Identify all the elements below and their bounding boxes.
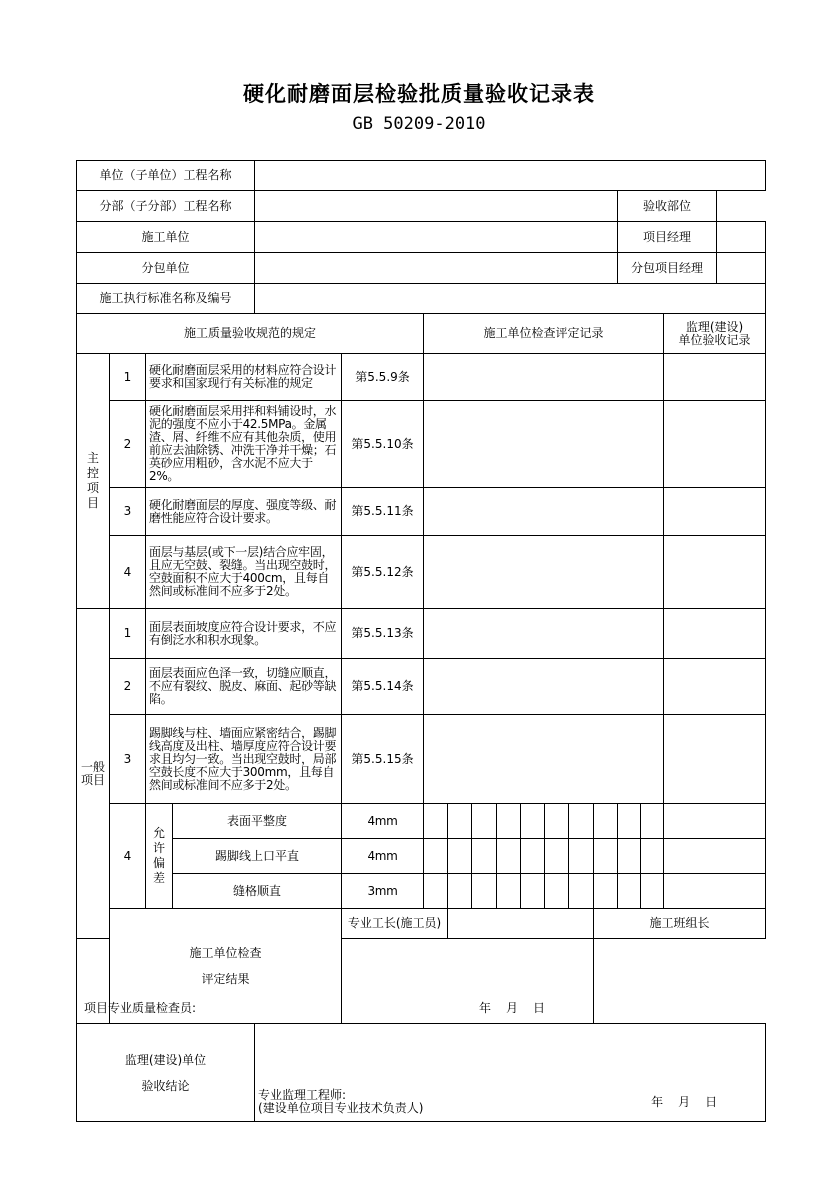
subcontractor-label: 分包单位 xyxy=(77,253,255,284)
construction-result-line1: 施工单位检查 xyxy=(189,946,262,960)
measure-cell[interactable] xyxy=(472,839,497,874)
measure-cell[interactable] xyxy=(472,874,497,909)
measure-cell[interactable] xyxy=(521,839,545,874)
date-month: 月 xyxy=(678,1095,691,1109)
measure-cell[interactable] xyxy=(569,839,594,874)
tolerance-item-value: 4mm xyxy=(342,839,424,874)
measure-cell[interactable] xyxy=(497,874,521,909)
sub-project-manager-label: 分包项目经理 xyxy=(618,253,717,283)
construction-result-line2: 评定结果 xyxy=(201,972,250,986)
standard-name-field[interactable] xyxy=(255,284,766,314)
date-month: 月 xyxy=(506,1001,519,1015)
main-items-char: 控 xyxy=(86,466,99,480)
measure-cell[interactable] xyxy=(545,804,569,839)
item-requirement: 硬化耐磨面层的厚度、强度等级、耐磨性能应符合设计要求。 xyxy=(146,488,342,536)
supervisor-record-cell[interactable] xyxy=(664,536,766,609)
subcontractor-field[interactable] xyxy=(255,253,618,284)
measure-cell[interactable] xyxy=(448,874,472,909)
date-year: 年 xyxy=(651,1095,664,1109)
project-name-field[interactable] xyxy=(255,161,766,191)
construction-unit-label: 施工单位 xyxy=(77,222,255,253)
item-number: 3 xyxy=(110,488,146,536)
measure-cell[interactable] xyxy=(594,804,618,839)
measure-cell[interactable] xyxy=(545,839,569,874)
supervisor-record-cell[interactable] xyxy=(664,488,766,536)
item-requirement: 踢脚线与柱、墙面应紧密结合，踢脚线高度及出柱、墙厚度应符合设计要求且均匀一致。当出现空鼓时，局部空鼓长度不应大于300mm，且每自然间或标准间不应多于2处。 xyxy=(146,715,342,804)
spec-column-header: 施工质量验收规范的规定 xyxy=(77,314,424,354)
acceptance-part-label: 验收部位 xyxy=(618,191,717,221)
standard-name-label: 施工执行标准名称及编号 xyxy=(77,284,255,314)
measure-cell[interactable] xyxy=(569,804,594,839)
team-leader-label: 施工班组长 xyxy=(594,909,766,939)
measure-cell[interactable] xyxy=(521,804,545,839)
item-number: 2 xyxy=(110,401,146,488)
supervisor-record-cell[interactable] xyxy=(664,874,766,909)
acceptance-record-table xyxy=(76,160,766,1122)
tolerance-char: 允 xyxy=(152,826,165,840)
supervisor-record-cell[interactable] xyxy=(664,715,766,804)
measure-cell[interactable] xyxy=(497,839,521,874)
measure-cell[interactable] xyxy=(618,839,641,874)
measure-cell[interactable] xyxy=(448,839,472,874)
main-items-label xyxy=(77,354,110,609)
measure-cell[interactable] xyxy=(545,874,569,909)
supervision-line2: 验收结论 xyxy=(141,1078,190,1093)
item-clause: 第5.5.11条 xyxy=(342,488,424,536)
item-number: 4 xyxy=(110,536,146,609)
project-name-label: 单位（子单位）工程名称 xyxy=(77,161,255,191)
check-record-cell[interactable] xyxy=(424,354,664,401)
measure-cell[interactable] xyxy=(497,804,521,839)
item-clause: 第5.5.13条 xyxy=(342,609,424,659)
tolerance-item-value: 3mm xyxy=(342,874,424,909)
sub-project-manager-field[interactable] xyxy=(717,253,766,283)
tolerance-item-name: 表面平整度 xyxy=(173,804,342,839)
supervisor-record-cell[interactable] xyxy=(664,401,766,488)
measure-cell[interactable] xyxy=(472,804,497,839)
supervisor-record-cell[interactable] xyxy=(664,354,766,401)
supervisor-column-header xyxy=(664,314,766,354)
construction-result-field[interactable] xyxy=(77,939,594,1024)
item-requirement: 面层表面应色泽一致，切缝应顺直，不应有裂纹、脱皮、麻面、起砂等缺陷。 xyxy=(146,659,342,715)
item-number: 1 xyxy=(110,354,146,401)
check-record-cell[interactable] xyxy=(424,536,664,609)
supervisor-record-cell[interactable] xyxy=(664,804,766,839)
measure-cell[interactable] xyxy=(618,874,641,909)
item-clause: 第5.5.15条 xyxy=(342,715,424,804)
check-record-cell[interactable] xyxy=(424,609,664,659)
date-year: 年 xyxy=(479,1001,492,1015)
measure-cell[interactable] xyxy=(448,804,472,839)
measure-cell[interactable] xyxy=(424,804,448,839)
tolerance-char: 偏 xyxy=(152,856,165,870)
acceptance-part-field[interactable] xyxy=(717,191,766,221)
check-record-column-header: 施工单位检查评定记录 xyxy=(424,314,664,354)
supervisor-record-cell[interactable] xyxy=(664,839,766,874)
project-manager-field[interactable] xyxy=(717,222,766,252)
tolerance-label xyxy=(146,804,173,909)
tolerance-item-value: 4mm xyxy=(342,804,424,839)
general-items-label xyxy=(77,609,110,939)
tolerance-char: 许 xyxy=(152,841,165,855)
measure-cell[interactable] xyxy=(641,874,664,909)
subproject-field[interactable] xyxy=(255,191,618,222)
construction-unit-field[interactable] xyxy=(255,222,618,253)
measure-cell[interactable] xyxy=(594,839,618,874)
supervisor-record-cell[interactable] xyxy=(664,659,766,715)
construction-date xyxy=(479,1002,590,1015)
check-record-cell[interactable] xyxy=(424,659,664,715)
measure-cell[interactable] xyxy=(641,804,664,839)
item-clause: 第5.5.12条 xyxy=(342,536,424,609)
item-requirement: 硬化耐磨面层采用的材料应符合设计要求和国家现行有关标准的规定 xyxy=(146,354,342,401)
measure-cell[interactable] xyxy=(594,874,618,909)
supervision-date xyxy=(651,1096,762,1115)
supervisor-header-line1: 监理(建设) xyxy=(685,319,744,334)
item-requirement: 硬化耐磨面层采用拌和料铺设时，水泥的强度不应小于42.5MPa。金属渣、屑、纤维不应有其他杂质，使用前应去油除锈、冲洗干净并干燥；石英砂应用粗砂，含水泥不应大于2%。 xyxy=(146,401,342,488)
supervision-line1: 监理(建设)单位 xyxy=(124,1052,207,1067)
item-clause: 第5.5.9条 xyxy=(342,354,424,401)
item-number: 4 xyxy=(110,804,146,909)
date-day: 日 xyxy=(705,1095,718,1109)
standard-code: GB 50209-2010 xyxy=(352,114,486,134)
tolerance-char: 差 xyxy=(152,871,165,885)
tolerance-item-name: 踢脚线上口平直 xyxy=(173,839,342,874)
item-number: 1 xyxy=(110,609,146,659)
main-items-char: 目 xyxy=(86,496,99,510)
item-clause: 第5.5.10条 xyxy=(342,401,424,488)
measure-cell[interactable] xyxy=(641,839,664,874)
item-number: 3 xyxy=(110,715,146,804)
measure-cell[interactable] xyxy=(424,874,448,909)
page-title: 硬化耐磨面层检验批质量验收记录表 xyxy=(243,82,595,106)
general-items-line2: 项目 xyxy=(80,772,105,787)
supervision-conclusion-field[interactable] xyxy=(255,1024,766,1122)
check-record-cell[interactable] xyxy=(424,715,664,804)
measure-cell[interactable] xyxy=(521,874,545,909)
supervision-label xyxy=(77,1024,255,1122)
subproject-label: 分部（子分部）工程名称 xyxy=(77,191,255,222)
check-record-cell[interactable] xyxy=(424,401,664,488)
foreman-field[interactable] xyxy=(448,909,594,939)
item-requirement: 面层与基层(或下一层)结合应牢固，且应无空鼓、裂缝。当出现空鼓时，空鼓面积不应大于400cm，且每自然间或标准间不应多于2处。 xyxy=(146,536,342,609)
main-items-char: 主 xyxy=(86,451,99,465)
main-items-char: 项 xyxy=(86,481,99,495)
inspector-label: 项目专业质量检查员: xyxy=(84,1001,197,1015)
project-manager-label: 项目经理 xyxy=(618,222,717,252)
supervisor-header-line2: 单位验收记录 xyxy=(678,332,751,347)
item-number: 2 xyxy=(110,659,146,715)
measure-cell[interactable] xyxy=(569,874,594,909)
item-requirement: 面层表面坡度应符合设计要求，不应有倒泛水和积水现象。 xyxy=(146,609,342,659)
date-day: 日 xyxy=(533,1001,546,1015)
item-clause: 第5.5.14条 xyxy=(342,659,424,715)
tolerance-item-name: 缝格顺直 xyxy=(173,874,342,909)
supervisor-engineer-note: (建设单位项目专业技术负责人) xyxy=(258,1101,424,1115)
supervisor-record-cell[interactable] xyxy=(664,609,766,659)
measure-cell[interactable] xyxy=(618,804,641,839)
foreman-label: 专业工长(施工员) xyxy=(342,909,448,939)
supervisor-engineer-label: 专业监理工程师: xyxy=(258,1088,347,1102)
measure-cell[interactable] xyxy=(424,839,448,874)
general-items-line1: 一般 xyxy=(80,759,105,774)
check-record-cell[interactable] xyxy=(424,488,664,536)
